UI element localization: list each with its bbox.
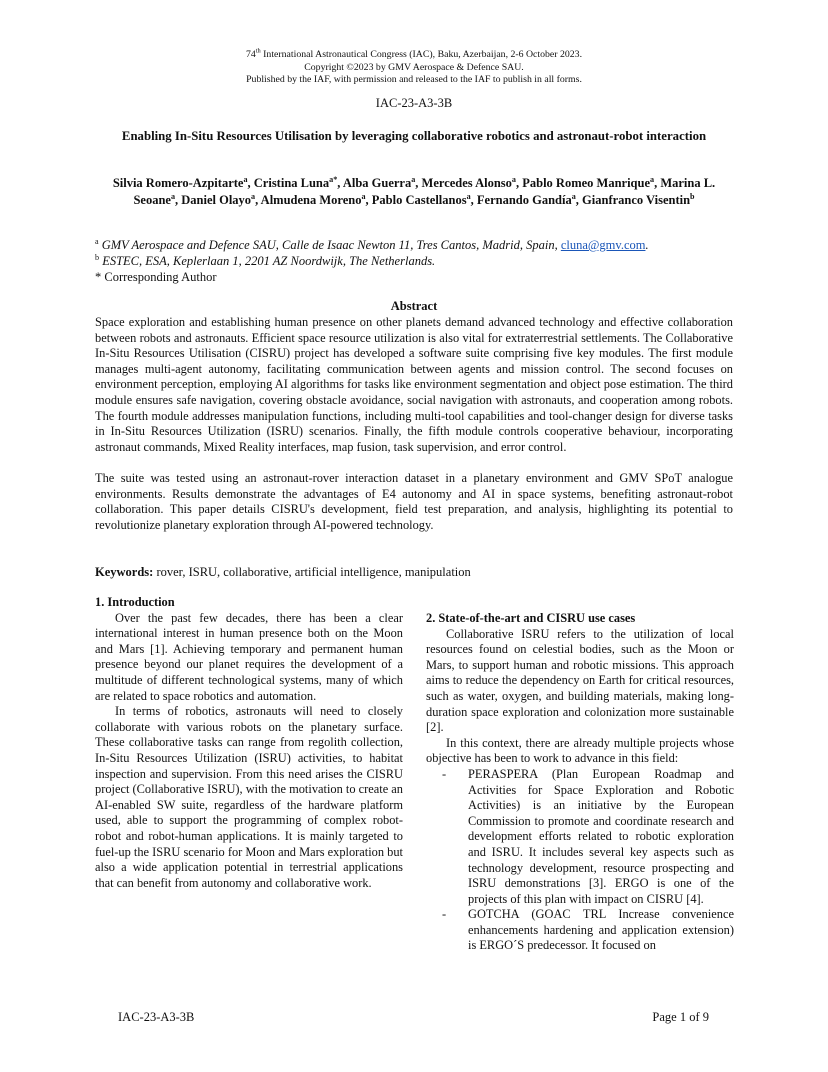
author-affiliation-mark: a xyxy=(251,191,256,201)
author-name: Marina L. Seoane xyxy=(133,176,716,207)
abstract-paragraph-1: Space exploration and establishing human presence on other planets demand advanced technology and effective collaboration between robots and astronauts. Efficient space resource utilization is also vital for extraterrestrial settlements. The Collaborative In-Situ Resources Utilisation (CISRU) project has developed a software suite comprising five key modules. The first module manages multi-agent autonomy, facilitating communication between agents and mission control. The second focuses on environment perception, employing AI algorithms for tasks like environment segmentation and object pose estimation. The third module ensures safe navigation, covering obstacle avoidance, social navigation with astronauts, and cooperation among robots. The fourth module addresses manipulation functions, including multi-tool capabilities and tool-changer design for diverse tasks in In-Situ Resources Utilization (ISRU) scenarios. Finally, the fifth module controls cooperative behaviour, incorporating astronaut commands, Mixed Reality interfaces, map fusion, task supervision, and error control. xyxy=(95,315,733,454)
author-name: Alba Guerra xyxy=(342,176,412,190)
list-item: - GOTCHA (GOAC TRL Increase convenience enhancements hardening and application extension) is ERGO´S predecessor. It focused on xyxy=(442,907,734,953)
abstract-paragraph-2: The suite was tested using an astronaut-rover interaction dataset in a planetary environment and GMV SPoT analogue environments. Results demonstrate the advantages of E4 autonomy and AI in space systems, benefiting astronaut-robot collaboration. This paper details CISRU's development, field test preparation, and analysis, highlighting its potential to revolutionize planetary exploration through AI-powered technology. xyxy=(95,470,733,532)
author-name: Daniel Olayo xyxy=(181,192,252,207)
author-name: Mercedes Alonso xyxy=(421,176,512,190)
abstract-heading: Abstract xyxy=(390,299,438,313)
author-name: Cristina Luna xyxy=(253,176,330,190)
author-affiliation-mark: a xyxy=(466,191,471,201)
footer-paper-id: IAC-23-A3-3B xyxy=(118,1010,195,1024)
section-1-heading: 1. Introduction xyxy=(95,595,175,609)
right-column xyxy=(426,611,734,954)
author-affiliation-mark: a xyxy=(571,191,576,201)
section-2-paragraph-1: Collaborative ISRU refers to the utilization of local resources found on celestial bodies, such as the Moon or Mars, to support human and robotic missions. This approach aims to reduce the dependency on Earth for critical resources, such as water, oxygen, and building materials, making long-duration space exploration and colonization more sustainable [2]. xyxy=(426,626,734,735)
keywords-label: Keywords: xyxy=(95,565,154,579)
author-name: Pablo Romeo Manrique xyxy=(522,176,651,190)
author-list: Silvia Romero-Azpitarte$^a$, Cristina Luna$^{a*}$, Alba Guerra$^a$, Mercedes Alonso$^a$, Pablo Romeo Manrique$^a$, Marina L. Seoane$^a$, Daniel Olayo$^a$, Almudena Moreno$^a$, Pablo Castellanos$^a$, Fernando Gandía$^a$, Gianfranco Visentin$^b$ xyxy=(112,174,716,207)
author-affiliation-mark: a xyxy=(361,191,366,201)
section-2-paragraph-2: In this context, there are already multiple projects whose objective has been to work to advance in this field: xyxy=(426,735,734,766)
email-link[interactable]: cluna@gmv.com xyxy=(560,238,646,252)
author-name: Fernando Gandía xyxy=(476,192,572,207)
paper-id: IAC-23-A3-3B xyxy=(375,96,453,110)
author-name: Almudena Moreno xyxy=(260,192,362,207)
section-1-paragraph-2: In terms of robotics, astronauts will need to closely collaborate with various robots on the planetary surface. These collaborative tasks can range from regolith collection, In-Situ Resources Utilization (ISRU) activities, to habitat inspection and supervision. From this need arises the CISRU project (Collaborative ISRU), with the motivation to create an AI-enabled SW suite, regardless of the hardware platform used, able to support the programming of complex robot-robot and robot-human applications. It is mainly targeted to fuel-up the ISRU scenario for Moon and Mars exploration but also a wide application potential in terrestrial applications that can benefit from autonomy and collaborative work. xyxy=(95,704,403,890)
publication-line: Published by the IAF, with permission and released to the IAF to publish in all forms. xyxy=(246,74,582,86)
author-affiliation-mark: a xyxy=(170,191,175,201)
author-affiliation-mark: a xyxy=(650,174,655,184)
keywords-text: rover, ISRU, collaborative, artificial intelligence, manipulation xyxy=(153,565,471,579)
author-name: Silvia Romero-Azpitarte xyxy=(112,176,244,190)
conference-line-1: 74th International Astronautical Congress (IAC), Baku, Azerbaijan, 2-6 October 2023. xyxy=(245,47,583,60)
author-name: Pablo Castellanos xyxy=(371,192,467,207)
paper-title: Enabling In-Situ Resources Utilisation by leveraging collaborative robotics and astronaut-robot interaction xyxy=(121,129,707,143)
project-list xyxy=(426,767,734,954)
author-name: Gianfranco Visentin xyxy=(582,192,691,207)
keywords xyxy=(95,565,733,580)
list-item: - PERASPERA (Plan European Roadmap and Activities for Space Exploration and Robotic Activities) is an initiative by the European Commission to promote and coordinate research and development efforts related to robotic exploration and ISRU. It includes several key aspects such as technology development, resource prospecting and ISRU demonstrations [3]. ERGO is one of the projects of this plan with impact on CISRU [4]. xyxy=(442,766,734,906)
section-1-paragraph-1: Over the past few decades, there has been a clear international interest in human presence both on the Moon and Mars [1]. Achieving temporary and permanent human presence beyond our planet requires the development of a multitude of different technological systems, many of which are related to space robotics and automation. xyxy=(95,610,403,703)
affiliation-b: $^b$ ESTEC, ESA, Keplerlaan 1, 2201 AZ Noordwijk, The Netherlands. xyxy=(95,252,436,268)
conference-header xyxy=(0,49,828,87)
affiliations xyxy=(95,237,735,285)
left-column xyxy=(95,595,403,891)
affiliation-a: $^a$ GMV Aerospace and Defence SAU, Calle de Isaac Newton 11, Tres Cantos, Madrid, Spain, cluna@gmv.com. xyxy=(95,236,649,252)
author-affiliation-mark: b xyxy=(690,191,695,201)
corresponding-author-note: * Corresponding Author xyxy=(95,270,217,284)
abstract-body xyxy=(95,315,733,549)
author-affiliation-mark: a xyxy=(243,174,248,184)
section-2-heading: 2. State-of-the-art and CISRU use cases xyxy=(426,611,636,625)
author-affiliation-mark: a xyxy=(511,174,516,184)
page-number: Page 1 of 9 xyxy=(652,1010,709,1024)
copyright-line: Copyright ©2023 by GMV Aerospace & Defence SAU. xyxy=(304,61,524,73)
author-affiliation-mark: a xyxy=(411,174,416,184)
author-affiliation-mark: a* xyxy=(329,174,338,184)
